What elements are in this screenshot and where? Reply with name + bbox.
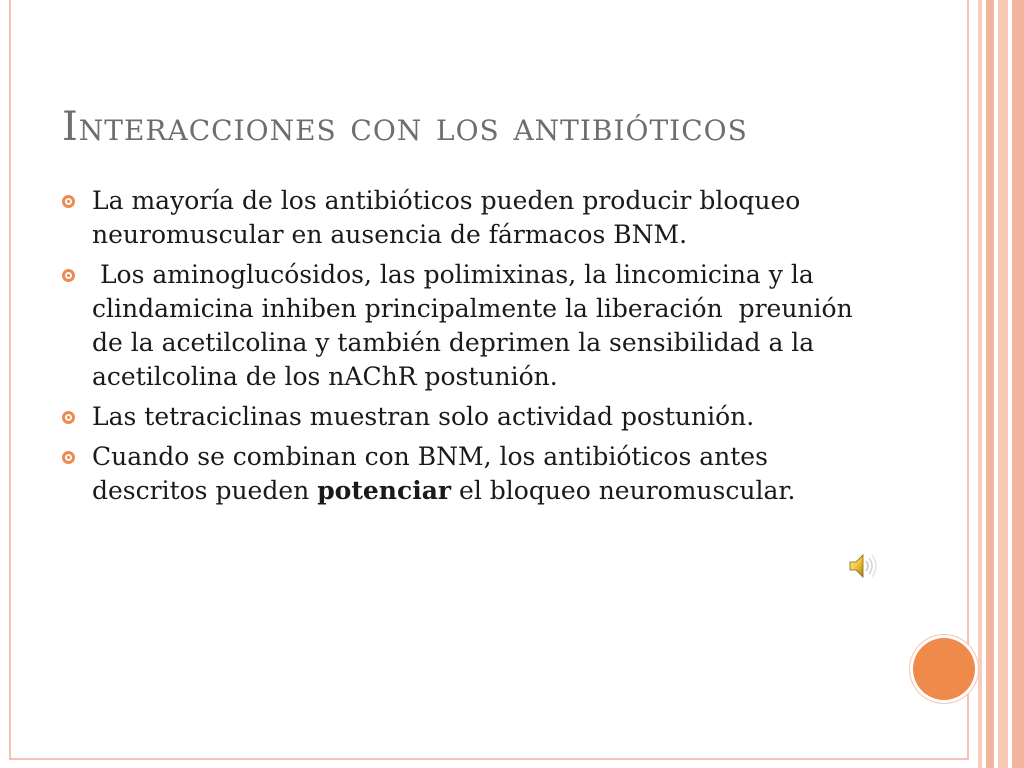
bullet-item	[62, 440, 882, 508]
orange-circle-decoration	[913, 638, 975, 700]
bullet-text-start: Cuando se combinan con BNM, los antibióticos antes descritos pueden	[92, 442, 768, 505]
bullet-item	[62, 184, 882, 252]
edge-stripe	[1012, 0, 1024, 768]
ring-bullet-icon	[62, 411, 75, 424]
speaker-icon[interactable]	[846, 550, 878, 582]
bullet-text: Las tetraciclinas muestran solo actividad postunión.	[92, 402, 755, 431]
ring-bullet-icon	[62, 195, 75, 208]
bullet-item	[62, 400, 882, 434]
bullet-text-bold: potenciar	[317, 476, 452, 505]
bullet-list	[62, 184, 882, 514]
bullet-text: La mayoría de los antibióticos pueden producir bloqueo neuromuscular en ausencia de fármacos BNM.	[92, 186, 801, 249]
bullet-item	[62, 258, 882, 394]
edge-stripe	[998, 0, 1008, 768]
bullet-text-end: el bloqueo neuromuscular.	[451, 476, 796, 505]
edge-stripe	[986, 0, 994, 768]
slide-title: Interacciones con los antibióticos	[62, 104, 748, 150]
edge-stripe	[978, 0, 982, 768]
bullet-text: Los aminoglucósidos, las polimixinas, la lincomicina y la clindamicina inhiben principalmente la liberación preunión de la acetilcolina y también deprimen la sensibilidad a la acetilcolina de los nAChR postunión.	[92, 260, 861, 391]
ring-bullet-icon	[62, 451, 75, 464]
ring-bullet-icon	[62, 269, 75, 282]
